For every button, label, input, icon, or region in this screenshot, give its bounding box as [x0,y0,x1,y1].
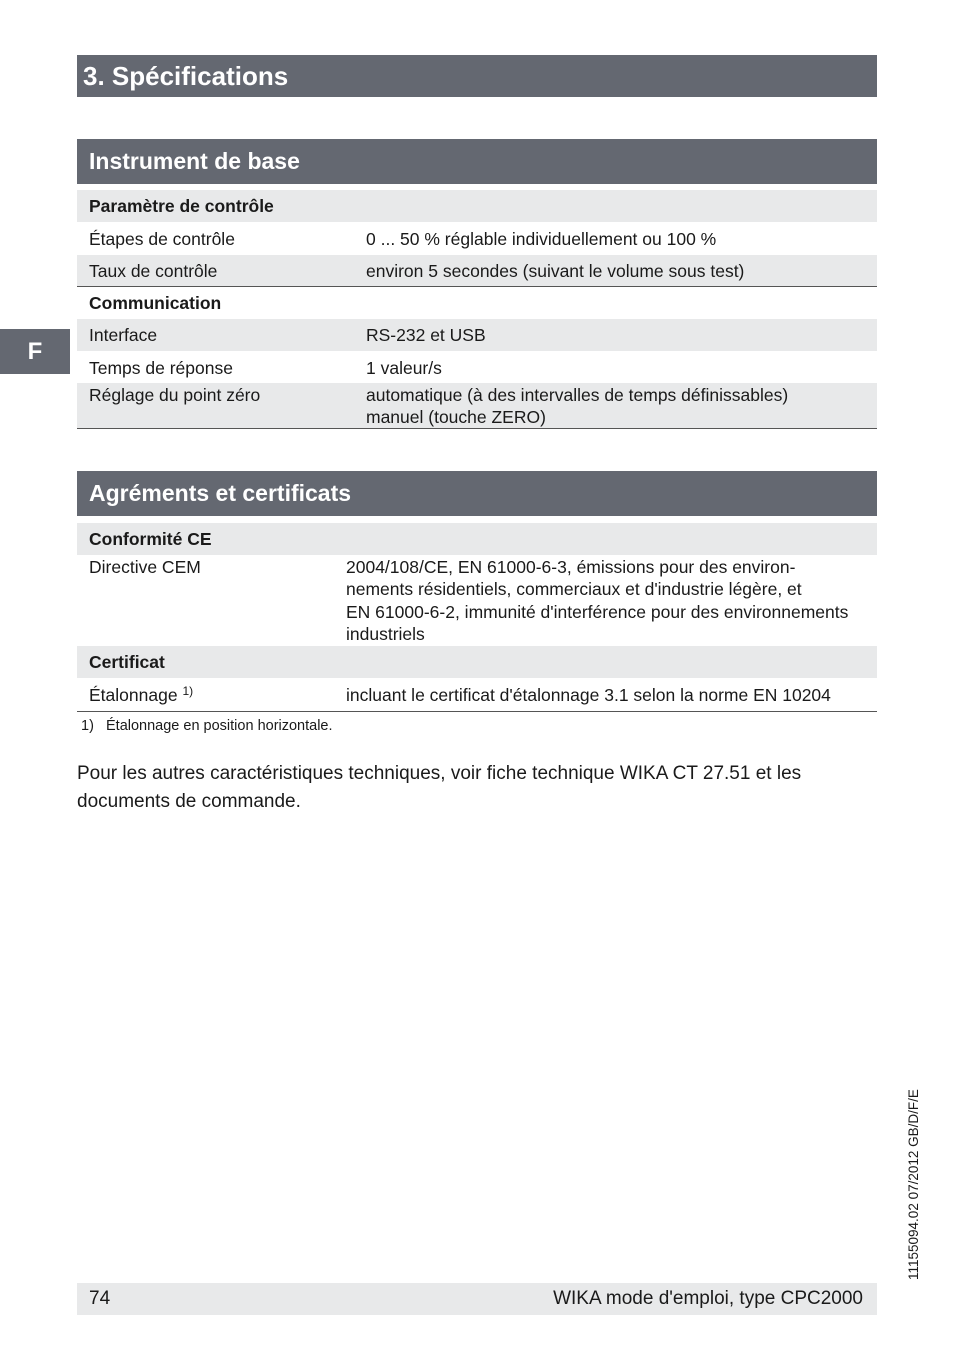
group-header-conformite: Conformité CE [89,529,212,549]
row-label: Directive CEM [89,557,201,577]
row-value-line: industriels [346,624,425,644]
table-row [77,678,877,711]
divider [77,428,877,429]
page-number: 74 [89,1288,111,1309]
row-label: Étapes de contrôle [89,229,235,249]
row-value: RS-232 et USB [366,325,486,345]
footer-title: WIKA mode d'emploi, type CPC2000 [553,1288,863,1309]
row-value-line: nements résidentiels, commerciaux et d'industrie légère, et [346,579,802,599]
calibration-label: Étalonnage [89,685,178,705]
row-label: Taux de contrôle [89,261,218,281]
group-header-row [77,646,877,678]
document-reference: 11155094.02 07/2012 GB/D/F/E [906,1089,921,1280]
row-value: environ 5 secondes (suivant le volume sous test) [366,261,745,281]
footnote-ref: 1) [182,684,194,698]
footnote-text: Étalonnage en position horizontale. [106,718,333,734]
group-header-row [77,523,877,555]
table-row [77,383,877,428]
table-row [77,555,877,645]
note-line: Pour les autres caractéristiques techniques, voir fiche technique WIKA CT 27.51 et les [77,763,802,784]
page-title: 3. Spécifications [77,55,877,97]
row-value: 0 ... 50 % réglable individuellement ou 100 % [366,229,717,249]
group-header-certificat: Certificat [89,652,165,672]
table-row [77,222,877,255]
divider [77,711,877,712]
row-label [89,684,193,706]
row-label: Réglage du point zéro [89,385,261,405]
row-label: Interface [89,325,158,345]
group-header-row [77,190,877,222]
table-row [77,255,877,286]
row-value-line: manuel (touche ZERO) [366,407,546,427]
group-header-parametre: Paramètre de contrôle [89,196,274,216]
footnote [81,718,333,734]
row-value-line: automatique (à des intervalles de temps définissables) [366,385,789,405]
footnote-marker: 1) [81,718,94,734]
section-title-instrument: Instrument de base [77,139,877,184]
row-value-line: 2004/108/CE, EN 61000-6-3, émissions pour des environ- [346,557,796,577]
row-value: incluant le certificat d'étalonnage 3.1 selon la norme EN 10204 [346,685,831,705]
row-label: Temps de réponse [89,358,233,378]
table-row [77,351,877,383]
note-line: documents de commande. [77,791,301,812]
page-footer [77,1283,877,1315]
row-value: 1 valeur/s [366,358,442,378]
group-header-communication: Communication [89,293,222,313]
section-title-agrements: Agréments et certificats [77,471,877,516]
group-header-row [77,287,877,319]
note-paragraph [77,760,877,816]
row-value-line: EN 61000-6-2, immunité d'interférence pour des environnements [346,602,849,622]
language-tab: F [0,329,70,374]
table-row [77,319,877,351]
